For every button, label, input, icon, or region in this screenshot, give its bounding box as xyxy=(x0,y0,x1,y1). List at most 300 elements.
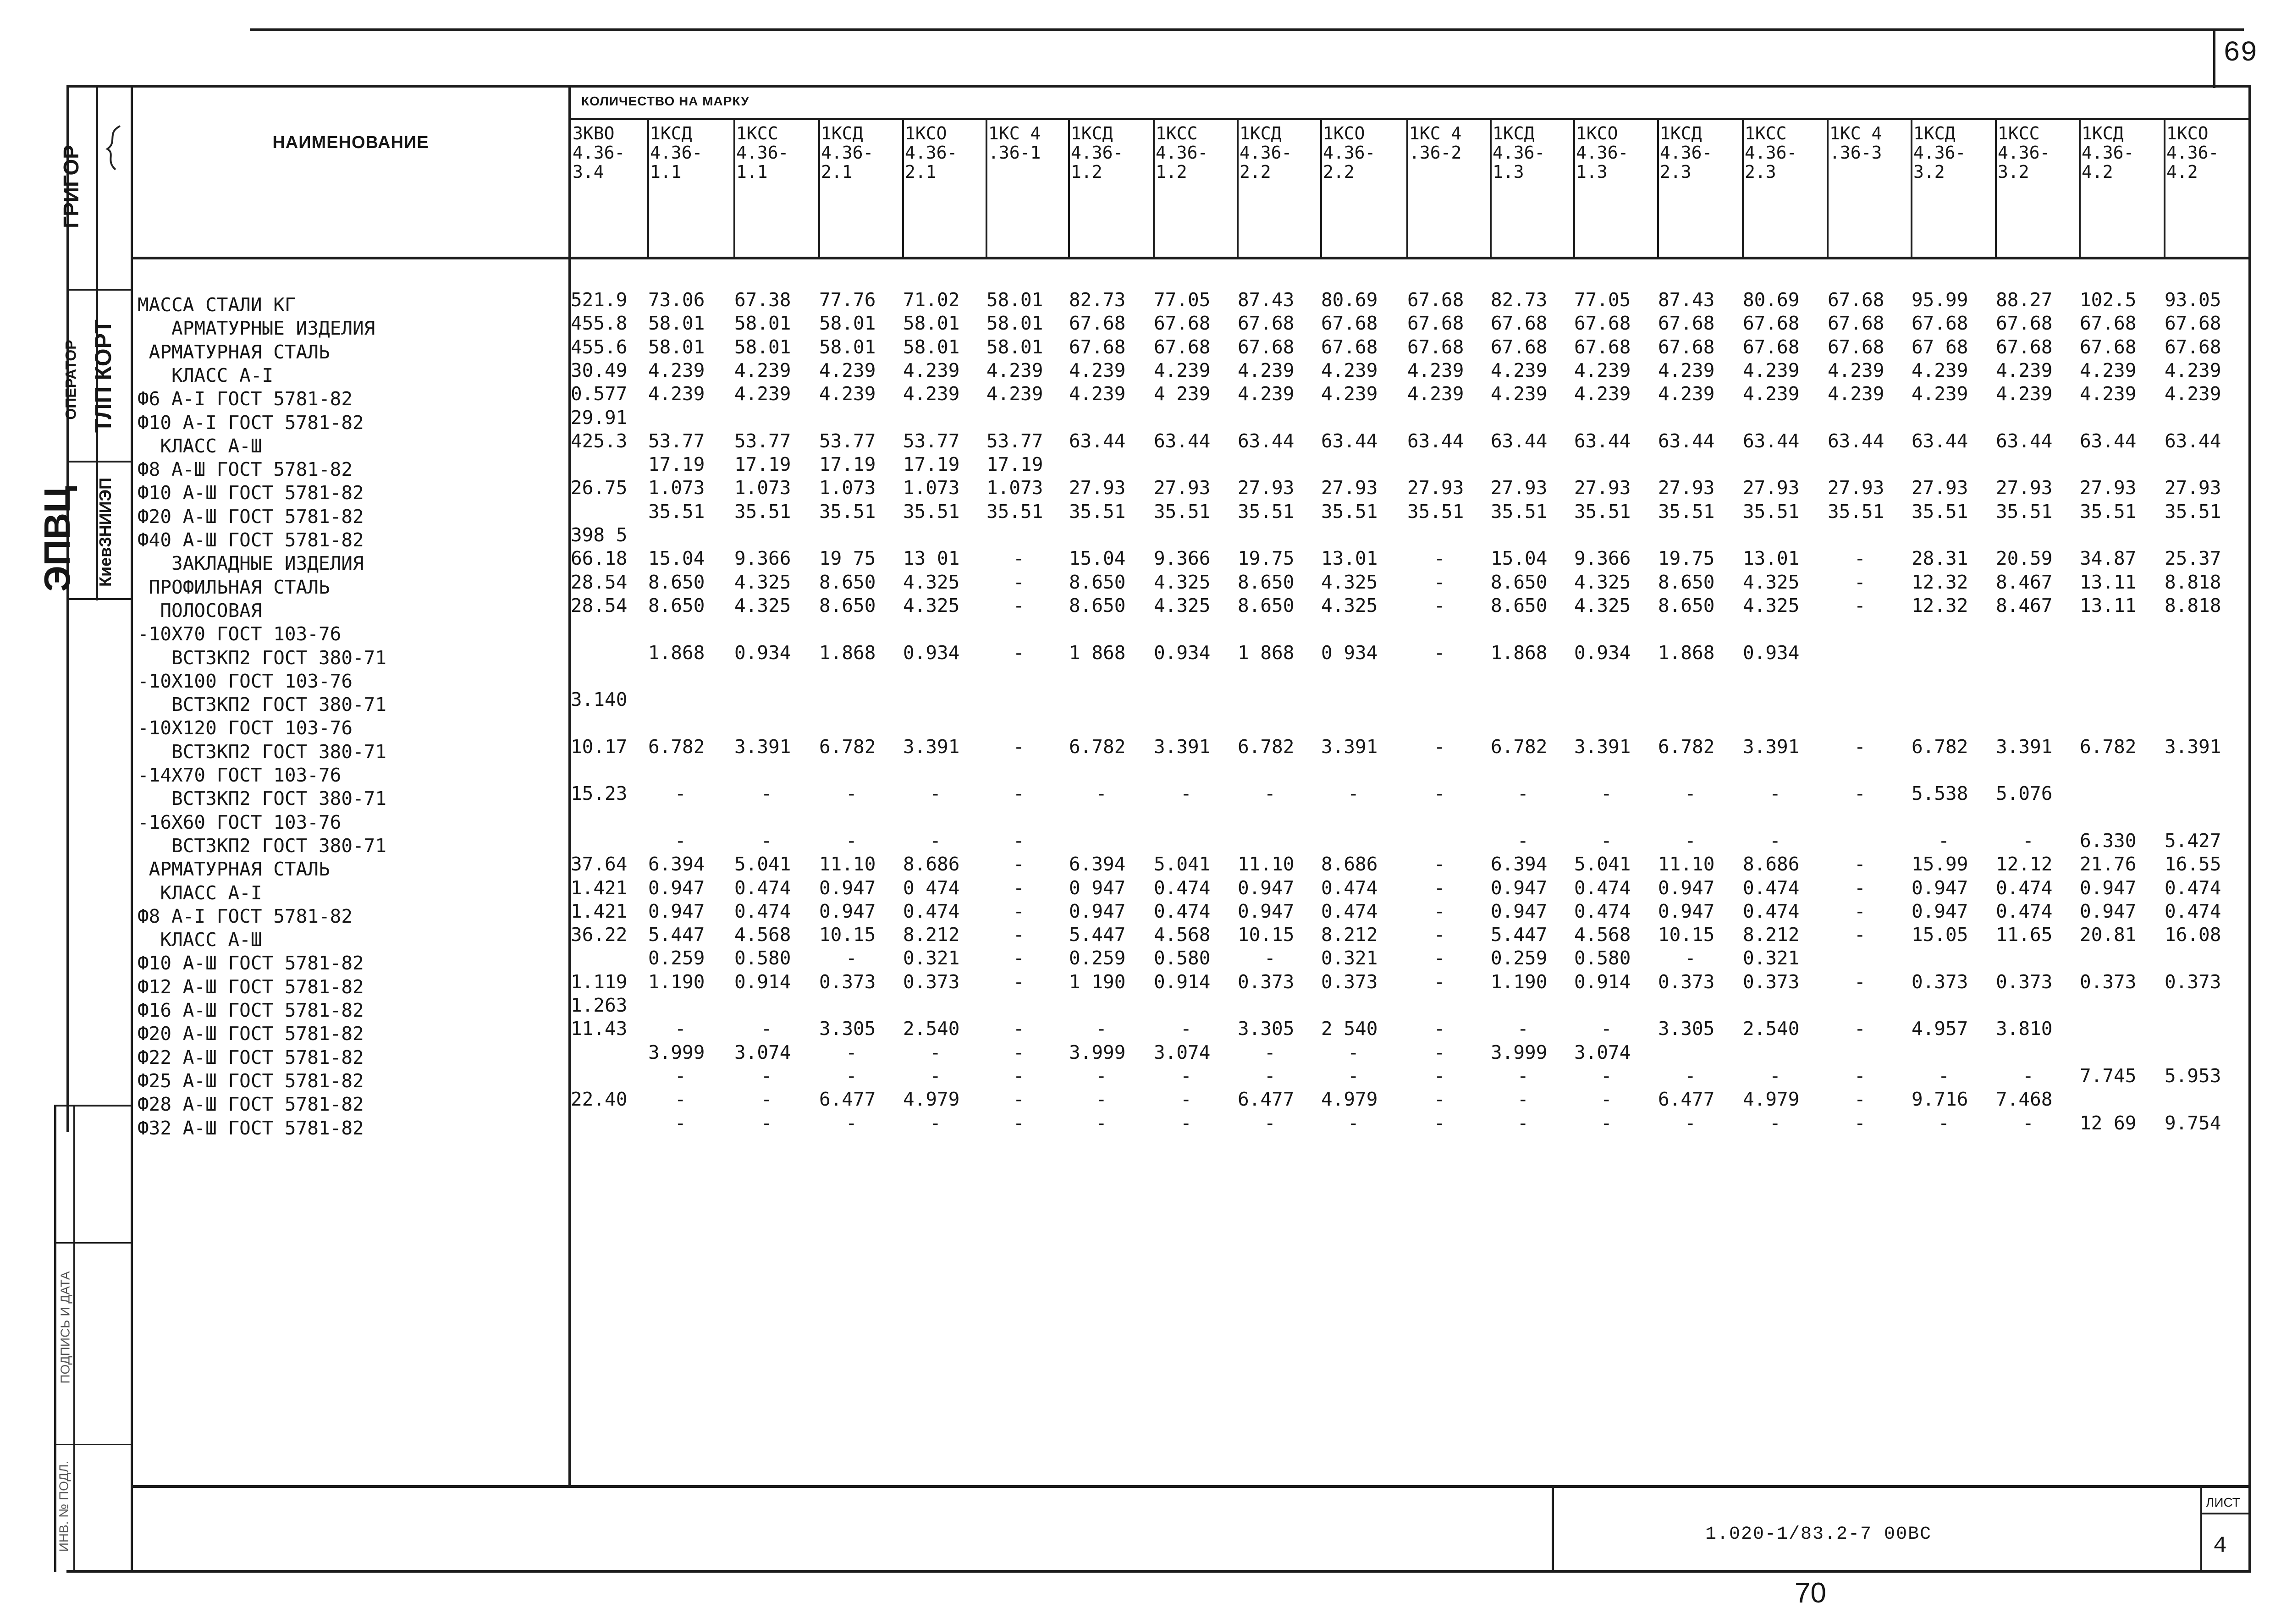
table-cell: - xyxy=(1013,876,1025,899)
table-cell: 4.239 xyxy=(986,359,1043,381)
table-cell: 67.68 xyxy=(2080,336,2137,358)
row-label: -10Х70 ГОСТ 103-76 xyxy=(138,623,342,645)
table-cell: 67.68 xyxy=(1574,336,1631,358)
table-cell: 35.51 xyxy=(1574,500,1631,523)
table-cell: - xyxy=(1013,1018,1025,1040)
table-cell: 27.93 xyxy=(1912,477,1968,499)
row-label: КЛАСС А-Ш xyxy=(138,435,262,457)
table-cell: - xyxy=(1348,1112,1359,1134)
table-cell: 0 474 xyxy=(903,876,960,899)
sheet-label: ЛИСТ xyxy=(2206,1495,2240,1509)
table-cell: - xyxy=(846,782,857,805)
table-cell: 27.93 xyxy=(1154,477,1211,499)
table-cell: 3.391 xyxy=(1321,735,1378,758)
table-cell: 63.44 xyxy=(1491,429,1548,452)
table-cell: 3.391 xyxy=(1154,735,1211,758)
table-cell: - xyxy=(1854,876,1866,899)
table-cell: 3.305 xyxy=(819,1018,876,1040)
table-cell: 4.568 xyxy=(1154,924,1211,946)
table-cell: 15.04 xyxy=(648,547,705,570)
table-cell: 0.474 xyxy=(1154,900,1211,922)
table-cell: 27.93 xyxy=(1321,477,1378,499)
table-cell: 7.468 xyxy=(1996,1088,2053,1111)
table-cell: 27.93 xyxy=(1069,477,1126,499)
table-cell: 3.140 xyxy=(571,688,628,711)
row-label: Ф8 А-I ГОСТ 5781-82 xyxy=(138,905,353,927)
row-label: Ф28 А-Ш ГОСТ 5781-82 xyxy=(138,1093,364,1116)
table-cell: 0.914 xyxy=(1154,970,1211,993)
table-cell: 67.68 xyxy=(1154,312,1211,335)
table-cell: 0.474 xyxy=(1743,876,1800,899)
table-cell: 0.474 xyxy=(1321,900,1378,922)
table-cell: - xyxy=(1434,853,1445,875)
table-cell: 67.68 xyxy=(1491,336,1548,358)
table-cell: 12.12 xyxy=(1996,853,2053,875)
table-cell: 67.68 xyxy=(1743,312,1800,335)
table-cell: 67.68 xyxy=(1743,336,1800,358)
table-cell: 1.073 xyxy=(734,477,791,499)
table-cell: - xyxy=(1434,876,1445,899)
table-cell: 4.568 xyxy=(734,924,791,946)
table-cell: - xyxy=(846,1041,857,1063)
row-label: КЛАСС А-I xyxy=(138,364,274,386)
table-cell: 11.10 xyxy=(1658,853,1715,875)
table-cell: - xyxy=(675,1088,686,1111)
table-cell: 1 190 xyxy=(1069,970,1126,993)
table-cell: - xyxy=(1685,947,1696,969)
table-cell: 9.754 xyxy=(2165,1112,2221,1134)
table-cell: 4.239 xyxy=(1912,383,1968,405)
table-cell: 8.650 xyxy=(1491,571,1548,593)
table-cell: - xyxy=(675,1018,686,1040)
table-cell: 35.51 xyxy=(819,500,876,523)
table-cell: 4.239 xyxy=(734,359,791,381)
table-cell: 3.391 xyxy=(1574,735,1631,758)
table-cell: 1 868 xyxy=(1238,641,1295,664)
table-cell: 4.239 xyxy=(1574,383,1631,405)
table-cell: - xyxy=(930,1064,941,1087)
table-cell: 4.239 xyxy=(1828,383,1884,405)
table-cell: 27.93 xyxy=(1658,477,1715,499)
table-cell: 53.77 xyxy=(986,429,1043,452)
table-cell: 15.23 xyxy=(571,782,628,805)
table-cell: - xyxy=(1685,1064,1696,1087)
table-cell: - xyxy=(1013,547,1025,570)
table-cell: 0.474 xyxy=(2165,900,2221,922)
table-cell: - xyxy=(846,947,857,969)
table-cell: 4.239 xyxy=(1491,359,1548,381)
table-cell: - xyxy=(1517,829,1529,852)
table-cell: 67.68 xyxy=(1407,289,1464,311)
table-cell: 8.650 xyxy=(1238,571,1295,593)
table-cell: 0.474 xyxy=(1321,876,1378,899)
table-cell: 27.93 xyxy=(1407,477,1464,499)
table-cell: 4.325 xyxy=(1321,571,1378,593)
table-cell: 0.474 xyxy=(734,876,791,899)
table-cell: 4.239 xyxy=(1491,383,1548,405)
table-cell: 6.782 xyxy=(1658,735,1715,758)
table-cell: 4.325 xyxy=(1574,571,1631,593)
table-cell: 4.239 xyxy=(1238,383,1295,405)
table-cell: 17.19 xyxy=(819,453,876,476)
table-cell: 12 69 xyxy=(2080,1112,2137,1134)
table-cell: 0.947 xyxy=(1658,900,1715,922)
table-cell: - xyxy=(1264,1064,1276,1087)
table-cell: 28.31 xyxy=(1912,547,1968,570)
table-cell: 6.394 xyxy=(1069,853,1126,875)
table-cell: 8.650 xyxy=(819,594,876,617)
table-cell: - xyxy=(1013,1064,1025,1087)
table-cell: - xyxy=(1096,1064,1107,1087)
table-cell: 8.650 xyxy=(648,594,705,617)
table-cell: - xyxy=(1854,571,1866,593)
table-cell: 8.650 xyxy=(648,571,705,593)
table-cell: 8.650 xyxy=(1658,594,1715,617)
table-cell: 67.68 xyxy=(1069,336,1126,358)
table-cell: 2.540 xyxy=(1743,1018,1800,1040)
table-cell: - xyxy=(761,1018,772,1040)
table-cell: 67.68 xyxy=(2165,312,2221,335)
table-cell: - xyxy=(1517,1088,1529,1111)
mark-column-header: 1КСД 4.36- 4.2 xyxy=(2082,123,2134,182)
table-cell: 63.44 xyxy=(1996,429,2053,452)
table-cell: 35.51 xyxy=(1743,500,1800,523)
table-cell: - xyxy=(930,1112,941,1134)
mark-column-header: 1КСД 4.36- 1.1 xyxy=(650,123,703,182)
table-cell: 8.818 xyxy=(2165,594,2221,617)
table-cell: 63.44 xyxy=(1321,429,1378,452)
table-cell: 35.51 xyxy=(1491,500,1548,523)
table-cell: 4.239 xyxy=(986,383,1043,405)
stamp-epvc: ЭПВЦ xyxy=(37,486,77,592)
table-cell: 5.041 xyxy=(1154,853,1211,875)
table-cell: 8.818 xyxy=(2165,571,2221,593)
table-cell: 0.947 xyxy=(1069,900,1126,922)
side-strip-row2 xyxy=(54,1242,132,1244)
page-number: 69 xyxy=(2223,37,2258,69)
table-cell: 13 01 xyxy=(903,547,960,570)
table-cell: 5.953 xyxy=(2165,1064,2221,1087)
table-cell: - xyxy=(1854,970,1866,993)
table-cell: 80.69 xyxy=(1743,289,1800,311)
table-cell: 1.119 xyxy=(571,970,628,993)
table-cell: - xyxy=(1434,970,1445,993)
table-cell: 15.05 xyxy=(1912,924,1968,946)
table-cell: 2.540 xyxy=(903,1018,960,1040)
table-cell: - xyxy=(2022,1112,2034,1134)
table-cell: 26.75 xyxy=(571,477,628,499)
stamp-kiev: КиевЗНИИЭП xyxy=(96,477,115,587)
table-cell: - xyxy=(1685,782,1696,805)
table-cell: 36.22 xyxy=(571,924,628,946)
table-cell: 34.87 xyxy=(2080,547,2137,570)
table-cell: - xyxy=(1013,829,1025,852)
table-cell: 95.99 xyxy=(1912,289,1968,311)
table-cell: - xyxy=(1096,1018,1107,1040)
table-cell: 19.75 xyxy=(1658,547,1715,570)
table-cell: - xyxy=(1434,571,1445,593)
table-cell: 35.51 xyxy=(1828,500,1884,523)
row-label: ВСТ3КП2 ГОСТ 380-71 xyxy=(138,694,387,716)
table-cell: 67.68 xyxy=(1407,336,1464,358)
table-cell: - xyxy=(1013,594,1025,617)
row-label: Ф22 А-Ш ГОСТ 5781-82 xyxy=(138,1046,364,1068)
table-cell: 67.68 xyxy=(1828,289,1884,311)
mark-column-header: 1КСД 4.36- 2.1 xyxy=(821,123,874,182)
table-cell: 5.076 xyxy=(1996,782,2053,805)
table-cell: 11.10 xyxy=(1238,853,1295,875)
table-cell: 0.914 xyxy=(1574,970,1631,993)
side-strip-row xyxy=(54,1444,132,1445)
table-cell: 35.51 xyxy=(648,500,705,523)
table-cell: - xyxy=(1013,571,1025,593)
table-cell: 4.239 xyxy=(1321,359,1378,381)
table-cell: 67.68 xyxy=(1658,336,1715,358)
table-cell: 1.868 xyxy=(648,641,705,664)
side-label-inv: ИНВ. № ПОДЛ. xyxy=(56,1460,71,1552)
table-cell: 4.325 xyxy=(1743,571,1800,593)
table-cell: - xyxy=(1013,782,1025,805)
table-cell: 0.474 xyxy=(2165,876,2221,899)
table-cell: 67.68 xyxy=(1912,312,1968,335)
table-cell: 35.51 xyxy=(1069,500,1126,523)
table-cell: 1.263 xyxy=(571,994,628,1016)
table-cell: - xyxy=(1434,641,1445,664)
table-cell: 3.074 xyxy=(1574,1041,1631,1063)
table-cell: 63.44 xyxy=(1238,429,1295,452)
table-cell: 0.474 xyxy=(1574,876,1631,899)
row-label: Ф10 А-Ш ГОСТ 5781-82 xyxy=(138,952,364,974)
table-cell: 27.93 xyxy=(2080,477,2137,499)
table-cell: 0.947 xyxy=(648,900,705,922)
mark-column-header: 1КСС 4.36- 3.2 xyxy=(1998,123,2050,182)
table-cell: 3.810 xyxy=(1996,1018,2053,1040)
table-cell: - xyxy=(1854,924,1866,946)
table-cell: 35.51 xyxy=(1407,500,1464,523)
table-cell: 0.474 xyxy=(1996,900,2053,922)
table-cell: 63.44 xyxy=(1407,429,1464,452)
table-cell: 5.041 xyxy=(734,853,791,875)
table-cell: 0.947 xyxy=(819,900,876,922)
table-cell: - xyxy=(761,782,772,805)
table-cell: 6.477 xyxy=(1238,1088,1295,1111)
table-cell: 27.93 xyxy=(1828,477,1884,499)
table-cell: 13.11 xyxy=(2080,594,2137,617)
table-cell: 4.568 xyxy=(1574,924,1631,946)
table-cell: - xyxy=(1013,970,1025,993)
mark-column-header: 1КСД 4.36- 1.3 xyxy=(1493,123,1545,182)
table-cell: 58.01 xyxy=(819,312,876,335)
table-cell: - xyxy=(1854,1112,1866,1134)
table-cell: 35.51 xyxy=(1658,500,1715,523)
table-cell: 8.212 xyxy=(1743,924,1800,946)
table-cell: 87.43 xyxy=(1658,289,1715,311)
stamp-operator: ОПЕРАТОР xyxy=(62,340,79,420)
table-cell: 4.325 xyxy=(734,571,791,593)
table-cell: 4.239 xyxy=(1658,383,1715,405)
table-cell: 0.373 xyxy=(1321,970,1378,993)
table-cell: 63.44 xyxy=(2080,429,2137,452)
table-cell: 67.68 xyxy=(1321,336,1378,358)
table-cell: 17.19 xyxy=(903,453,960,476)
table-cell: 0.577 xyxy=(571,383,628,405)
side-strip-div xyxy=(73,1105,75,1572)
table-cell: - xyxy=(1685,1112,1696,1134)
table-cell: 4.325 xyxy=(1154,594,1211,617)
table-cell: 1.421 xyxy=(571,900,628,922)
table-cell: - xyxy=(675,1112,686,1134)
table-cell: 0.947 xyxy=(819,876,876,899)
table-cell: 67.68 xyxy=(2080,312,2137,335)
table-cell: 35.51 xyxy=(2165,500,2221,523)
table-cell: 1.073 xyxy=(819,477,876,499)
table-cell: - xyxy=(1769,782,1781,805)
table-cell: 8.212 xyxy=(1321,924,1378,946)
table-cell: 0.947 xyxy=(1912,876,1968,899)
table-cell: - xyxy=(1180,782,1192,805)
table-cell: 4.325 xyxy=(1743,594,1800,617)
table-cell: 82.73 xyxy=(1491,289,1548,311)
table-cell: - xyxy=(1434,947,1445,969)
table-cell: 521.9 xyxy=(571,289,628,311)
header-bottom-rule xyxy=(131,257,2251,259)
table-cell: - xyxy=(1854,594,1866,617)
row-label: Ф40 А-Ш ГОСТ 5781-82 xyxy=(138,529,364,551)
table-cell: 6.477 xyxy=(1658,1088,1715,1111)
table-cell: 63.44 xyxy=(1828,429,1884,452)
table-cell: - xyxy=(1854,900,1866,922)
row-label: ВСТ3КП2 ГОСТ 380-71 xyxy=(138,834,387,857)
table-cell: 19 75 xyxy=(819,547,876,570)
table-cell: 6.394 xyxy=(1491,853,1548,875)
table-cell: - xyxy=(1601,1018,1612,1040)
table-cell: 77.76 xyxy=(819,289,876,311)
table-cell: - xyxy=(1013,947,1025,969)
table-cell: - xyxy=(1938,1064,1950,1087)
table-cell: - xyxy=(1517,1064,1529,1087)
table-cell: 0.580 xyxy=(1154,947,1211,969)
table-cell: 1.190 xyxy=(648,970,705,993)
table-cell: - xyxy=(1013,735,1025,758)
table-cell: 4.239 xyxy=(2165,383,2221,405)
row-label: КЛАСС А-I xyxy=(138,881,262,904)
table-cell: 4.239 xyxy=(734,383,791,405)
bottom-page-number: 70 xyxy=(1795,1577,1826,1609)
mark-column-header: 1КСО 4.36- 4.2 xyxy=(2166,123,2219,182)
table-cell: 27.93 xyxy=(1996,477,2053,499)
table-cell: 35.51 xyxy=(1321,500,1378,523)
table-cell: 67.68 xyxy=(1154,336,1211,358)
table-cell: 0.947 xyxy=(1491,900,1548,922)
table-cell: 6.782 xyxy=(2080,735,2137,758)
sheet-number: 4 xyxy=(2213,1533,2227,1559)
row-label: ВСТ3КП2 ГОСТ 380-71 xyxy=(138,646,387,669)
table-cell: 35.51 xyxy=(986,500,1043,523)
table-cell: 4.239 xyxy=(648,359,705,381)
table-cell: 455.6 xyxy=(571,336,628,358)
table-cell: 35.51 xyxy=(734,500,791,523)
table-cell: - xyxy=(846,1112,857,1134)
table-cell: - xyxy=(2022,829,2034,852)
table-cell: 22.40 xyxy=(571,1088,628,1111)
table-cell: 63.44 xyxy=(1743,429,1800,452)
table-cell: - xyxy=(1601,1064,1612,1087)
table-cell: 67.68 xyxy=(1996,312,2053,335)
table-cell: 8.467 xyxy=(1996,571,2053,593)
table-cell: 2 540 xyxy=(1321,1018,1378,1040)
table-cell: 63.44 xyxy=(2165,429,2221,452)
table-cell: 4.239 xyxy=(819,359,876,381)
table-cell: 4.239 xyxy=(1238,359,1295,381)
table-cell: 58.01 xyxy=(819,336,876,358)
side-strip-left xyxy=(54,1105,56,1572)
table-cell: 8.650 xyxy=(819,571,876,593)
table-cell: 0.321 xyxy=(1321,947,1378,969)
table-cell: 73.06 xyxy=(648,289,705,311)
table-cell: 6.782 xyxy=(1491,735,1548,758)
outer-frame-right xyxy=(2248,85,2251,1570)
row-label: КЛАСС А-Ш xyxy=(138,929,262,951)
table-cell: - xyxy=(1854,735,1866,758)
row-label: МАССА СТАЛИ КГ xyxy=(138,294,296,316)
row-label: Ф10 А-I ГОСТ 5781-82 xyxy=(138,411,364,434)
table-cell: - xyxy=(1769,1112,1781,1134)
table-cell: 0.947 xyxy=(1912,900,1968,922)
mark-column-header: 1КС 4 .36-3 xyxy=(1829,123,1882,163)
table-cell: 0.580 xyxy=(1574,947,1631,969)
table-cell: 1.073 xyxy=(648,477,705,499)
table-cell: 6.477 xyxy=(819,1088,876,1111)
table-cell: 0.259 xyxy=(1491,947,1548,969)
table-cell: 0.373 xyxy=(1238,970,1295,993)
table-cell: 4 239 xyxy=(1154,383,1211,405)
table-cell: 0.947 xyxy=(1658,876,1715,899)
table-cell: 0.321 xyxy=(903,947,960,969)
table-cell: 9.366 xyxy=(734,547,791,570)
table-cell: - xyxy=(1434,1112,1445,1134)
table-cell: 17.19 xyxy=(986,453,1043,476)
table-cell: 0.474 xyxy=(1574,900,1631,922)
table-cell: 4.239 xyxy=(1743,383,1800,405)
table-cell: 0 947 xyxy=(1069,876,1126,899)
table-cell: 5.447 xyxy=(648,924,705,946)
row-label: Ф20 А-Ш ГОСТ 5781-82 xyxy=(138,505,364,528)
table-cell: - xyxy=(930,782,941,805)
table-cell: 17.19 xyxy=(734,453,791,476)
table-cell: 4.979 xyxy=(1743,1088,1800,1111)
table-cell: 1.868 xyxy=(1491,641,1548,664)
table-cell: - xyxy=(761,1112,772,1134)
qty-caption-rule xyxy=(568,118,2251,120)
table-cell: 4.239 xyxy=(1658,359,1715,381)
table-cell: 67.68 xyxy=(1491,312,1548,335)
sheet-box-left xyxy=(2200,1485,2202,1572)
mark-column-header: 1КСД 4.36- 3.2 xyxy=(1913,123,1966,182)
table-cell: - xyxy=(1264,1041,1276,1063)
stamp-tlp-kort: ТЛП КОРТ xyxy=(90,319,116,433)
stamp-row-1 xyxy=(66,289,133,291)
table-cell: 58.01 xyxy=(986,312,1043,335)
table-cell: - xyxy=(1854,1088,1866,1111)
row-label: -14Х70 ГОСТ 103-76 xyxy=(138,764,342,786)
table-cell: 20.59 xyxy=(1996,547,2053,570)
table-cell: - xyxy=(1096,1112,1107,1134)
table-cell: 8.650 xyxy=(1069,594,1126,617)
table-cell: 58.01 xyxy=(648,312,705,335)
table-cell: 4.979 xyxy=(903,1088,960,1111)
page-num-box-left xyxy=(2213,28,2215,88)
table-cell: 16.55 xyxy=(2165,853,2221,875)
